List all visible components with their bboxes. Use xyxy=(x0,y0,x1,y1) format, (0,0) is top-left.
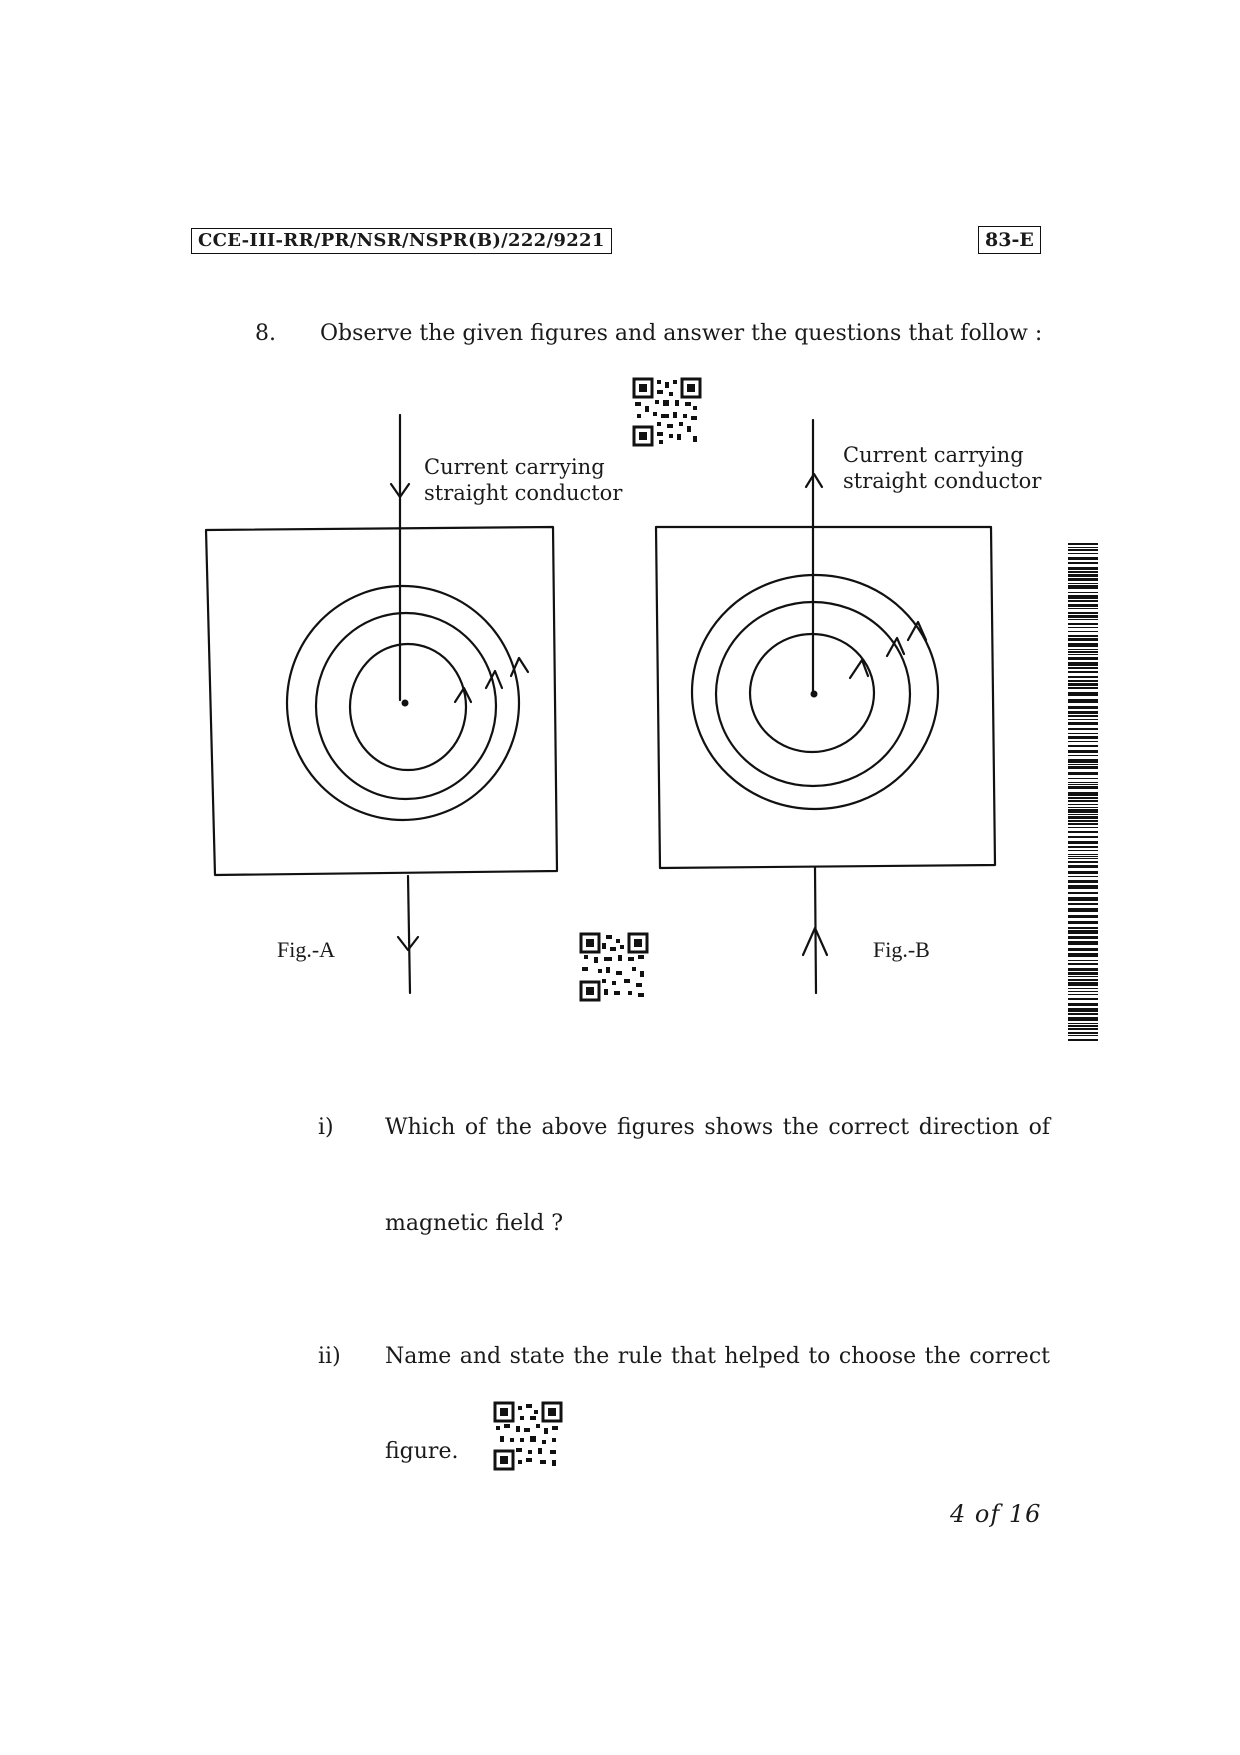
fig-b-board xyxy=(656,527,995,868)
page-indicator: 4 of 16 xyxy=(950,1500,1042,1528)
fig-a-caption xyxy=(424,454,622,506)
fig-a-caption-line2: straight conductor xyxy=(424,481,623,505)
sub-question-1-line2: magnetic field ? xyxy=(385,1211,564,1236)
qr-code-icon xyxy=(494,1402,562,1470)
barcode-icon xyxy=(1068,543,1098,1041)
question-number: 8. xyxy=(255,321,276,346)
sub-question-1-line1: Which of the above figures shows the correct direction of xyxy=(385,1115,1050,1140)
fig-a-caption-line1: Current carrying xyxy=(424,455,605,479)
fig-a-field-arrow-1 xyxy=(455,688,471,702)
fig-b-caption-line2: straight conductor xyxy=(843,469,1042,493)
fig-a-center-dot xyxy=(402,700,409,707)
fig-b-center-dot xyxy=(811,691,818,698)
fig-b-label: Fig.-B xyxy=(873,937,930,962)
qr-code-icon xyxy=(580,933,648,1001)
sub-question-2-line1: Name and state the rule that helped to choose the correct xyxy=(385,1344,1050,1369)
qr-code-icon xyxy=(633,378,701,446)
exam-code-box: CCE-III-RR/PR/NSR/NSPR(B)/222/9221 xyxy=(191,228,612,254)
fig-a-board xyxy=(206,527,557,875)
sub-question-2-line2: figure. xyxy=(385,1439,459,1464)
fig-a-label: Fig.-A xyxy=(277,937,336,962)
fig-a-field-line-1 xyxy=(350,644,466,770)
sub-question-1-label: i) xyxy=(318,1115,334,1140)
figure-b xyxy=(656,420,995,993)
fig-b-caption-line1: Current carrying xyxy=(843,443,1024,467)
fig-a-conductor-bottom xyxy=(408,876,410,993)
sub-question-2-label: ii) xyxy=(318,1344,341,1369)
fig-b-caption xyxy=(843,442,1041,494)
paper-code-box: 83-E xyxy=(978,226,1041,254)
question-text: Observe the given figures and answer the questions that follow : xyxy=(320,321,1043,346)
